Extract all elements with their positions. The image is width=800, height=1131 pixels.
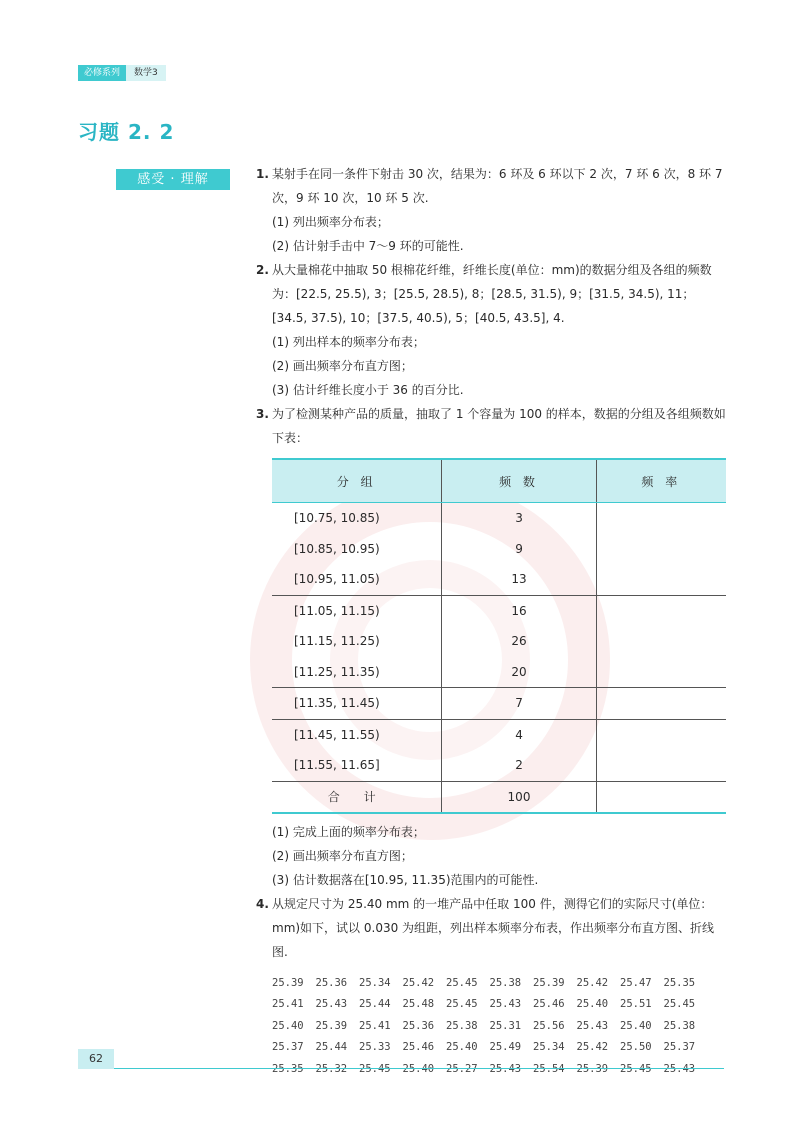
data-value: 25.49 xyxy=(489,1041,522,1054)
table-header-row xyxy=(272,459,726,503)
data-value: 25.44 xyxy=(315,1041,348,1054)
cell-group: [10.95, 11.05) xyxy=(272,564,442,595)
data-value: 25.33 xyxy=(359,1041,391,1054)
table-row xyxy=(272,503,726,534)
data-value: 25.36 xyxy=(315,976,348,989)
sub-question: (3) 估计数据落在[10.95, 11.35)范围内的可能性. xyxy=(272,873,539,887)
data-row xyxy=(272,972,726,994)
header-group: 分 组 xyxy=(272,459,442,503)
data-value: 25.36 xyxy=(402,1019,435,1032)
table-row xyxy=(272,750,726,781)
data-row xyxy=(272,1037,726,1059)
frequency-table xyxy=(272,458,726,814)
cell-rate xyxy=(596,719,726,750)
sub-question: (3) 估计纤维长度小于 36 的百分比. xyxy=(272,383,464,397)
sub-question: (2) 画出频率分布直方图； xyxy=(272,849,413,863)
data-row xyxy=(272,994,726,1016)
frequency-table-wrapper xyxy=(272,458,726,814)
table-row xyxy=(272,595,726,626)
data-value: 25.44 xyxy=(359,998,391,1011)
data-value: 25.39 xyxy=(272,976,304,989)
data-value: 25.40 xyxy=(620,1019,652,1032)
problem-3 xyxy=(256,402,726,450)
problem-2 xyxy=(256,258,726,402)
table-row xyxy=(272,688,726,720)
table-row xyxy=(272,719,726,750)
cell-total-rate xyxy=(596,781,726,813)
cell-total-label: 合 计 xyxy=(272,781,442,813)
data-value: 25.40 xyxy=(446,1041,478,1054)
cell-rate xyxy=(596,534,726,565)
cell-group: [11.15, 11.25) xyxy=(294,634,380,649)
problem-number: 2. xyxy=(256,263,269,277)
data-value: 25.43 xyxy=(315,998,348,1011)
data-value: 25.34 xyxy=(359,976,391,989)
data-value: 25.42 xyxy=(576,1041,609,1054)
table-row xyxy=(272,534,726,565)
data-value: 25.41 xyxy=(272,998,304,1011)
cell-group: [10.75, 10.85) xyxy=(294,511,380,526)
data-value: 25.43 xyxy=(489,998,522,1011)
data-value: 25.38 xyxy=(446,1019,478,1032)
cell-count: 20 xyxy=(442,657,596,688)
footer-rule xyxy=(114,1068,724,1069)
data-value: 25.51 xyxy=(620,998,652,1011)
data-value: 25.37 xyxy=(272,1041,304,1054)
sub-question: (1) 完成上面的频率分布表； xyxy=(272,825,425,839)
sub-question: (1) 列出样本的频率分布表； xyxy=(272,335,425,349)
data-value: 25.45 xyxy=(446,998,478,1011)
header-frequency-count: 频 数 xyxy=(442,459,596,503)
cell-count: 3 xyxy=(442,503,596,534)
data-value: 25.37 xyxy=(663,1041,696,1054)
exercise-content xyxy=(256,162,726,1080)
problem-text: 从规定尺寸为 25.40 mm 的一堆产品中任取 100 件，测得它们的实际尺寸(单位：mm)如下，试以 0.030 为组距，列出样本频率分布表，作出频率分布直方图、折线图. xyxy=(272,897,715,959)
series-label: 必修系列 xyxy=(78,65,126,81)
measurement-data-grid xyxy=(272,972,726,1080)
data-value: 25.50 xyxy=(620,1041,652,1054)
data-value: 25.48 xyxy=(402,998,435,1011)
data-value: 25.42 xyxy=(402,976,435,989)
problem-text: 某射手在同一条件下射击 30 次，结果为：6 环及 6 环以下 2 次，7 环 6 次，8 环 7 次，9 环 10 次，10 环 5 次. xyxy=(272,167,723,205)
sub-question: (2) 画出频率分布直方图； xyxy=(272,359,413,373)
book-label: 数学3 xyxy=(126,65,166,81)
cell-group: [10.85, 10.95) xyxy=(294,541,380,556)
cell-count: 7 xyxy=(442,688,596,720)
sub-question: (2) 估计射手击中 7～9 环的可能性. xyxy=(272,239,464,253)
table-total-row xyxy=(272,781,726,813)
data-value: 25.46 xyxy=(402,1041,435,1054)
cell-rate xyxy=(596,564,726,595)
data-value: 25.40 xyxy=(576,998,609,1011)
cell-count: 4 xyxy=(442,719,596,750)
data-value: 25.35 xyxy=(663,976,696,989)
cell-rate xyxy=(596,626,726,657)
data-value: 25.34 xyxy=(533,1041,565,1054)
cell-count: 13 xyxy=(442,564,596,595)
data-value: 25.43 xyxy=(576,1019,609,1032)
data-value: 25.47 xyxy=(620,976,652,989)
problem-text: 从大量棉花中抽取 50 根棉花纤维，纤维长度(单位：mm)的数据分组及各组的频数为：[22.5, 25.5), 3；[25.5, 28.5), 8；[28.5, 31.5), 9；[31.5, 34.5), 11；[34.5, 37.5), 10；[37.5, 40.5), 5；[40.5, 43.5], 4. xyxy=(272,263,712,325)
cell-rate xyxy=(596,595,726,626)
data-row xyxy=(272,1015,726,1037)
data-value: 25.39 xyxy=(315,1019,348,1032)
data-value: 25.56 xyxy=(533,1019,565,1032)
data-value: 25.31 xyxy=(489,1019,522,1032)
data-value: 25.45 xyxy=(446,976,478,989)
problem-text: 为了检测某种产品的质量，抽取了 1 个容量为 100 的样本，数据的分组及各组频数如下表： xyxy=(272,407,726,445)
cell-group: [11.55, 11.65] xyxy=(272,750,442,781)
data-value: 25.41 xyxy=(359,1019,391,1032)
data-value: 25.38 xyxy=(663,1019,696,1032)
cell-group: [11.25, 11.35) xyxy=(272,657,442,688)
cell-count: 2 xyxy=(442,750,596,781)
table-row xyxy=(272,564,726,595)
cell-count: 16 xyxy=(442,595,596,626)
cell-rate xyxy=(596,503,726,534)
table-row xyxy=(272,657,726,688)
cell-group: [11.05, 11.15) xyxy=(294,603,380,618)
cell-group: [11.35, 11.45) xyxy=(272,688,442,720)
page-number: 62 xyxy=(78,1049,114,1069)
cell-rate xyxy=(596,750,726,781)
data-value: 25.40 xyxy=(272,1019,304,1032)
problem-number: 1. xyxy=(256,167,269,181)
header-frequency-rate: 频 率 xyxy=(596,459,726,503)
section-title: 习题 2. 2 xyxy=(78,120,175,144)
problem-1 xyxy=(256,162,726,258)
data-value: 25.46 xyxy=(533,998,565,1011)
cell-count: 26 xyxy=(442,626,596,657)
data-value: 25.42 xyxy=(576,976,609,989)
problem-4 xyxy=(256,892,726,964)
problem-3-subs xyxy=(256,820,726,892)
cell-total-count: 100 xyxy=(442,781,596,813)
sub-question: (1) 列出频率分布表； xyxy=(272,215,389,229)
cell-group: [11.45, 11.55) xyxy=(294,727,380,742)
data-value: 25.39 xyxy=(533,976,565,989)
problem-number: 4. xyxy=(256,897,269,911)
cell-rate xyxy=(596,657,726,688)
data-value: 25.45 xyxy=(663,998,696,1011)
data-value: 25.38 xyxy=(489,976,522,989)
problem-number: 3. xyxy=(256,407,269,421)
table-row xyxy=(272,626,726,657)
side-label: 感受 · 理解 xyxy=(116,169,230,190)
cell-count: 9 xyxy=(442,534,596,565)
cell-rate xyxy=(596,688,726,720)
series-header xyxy=(78,65,166,81)
